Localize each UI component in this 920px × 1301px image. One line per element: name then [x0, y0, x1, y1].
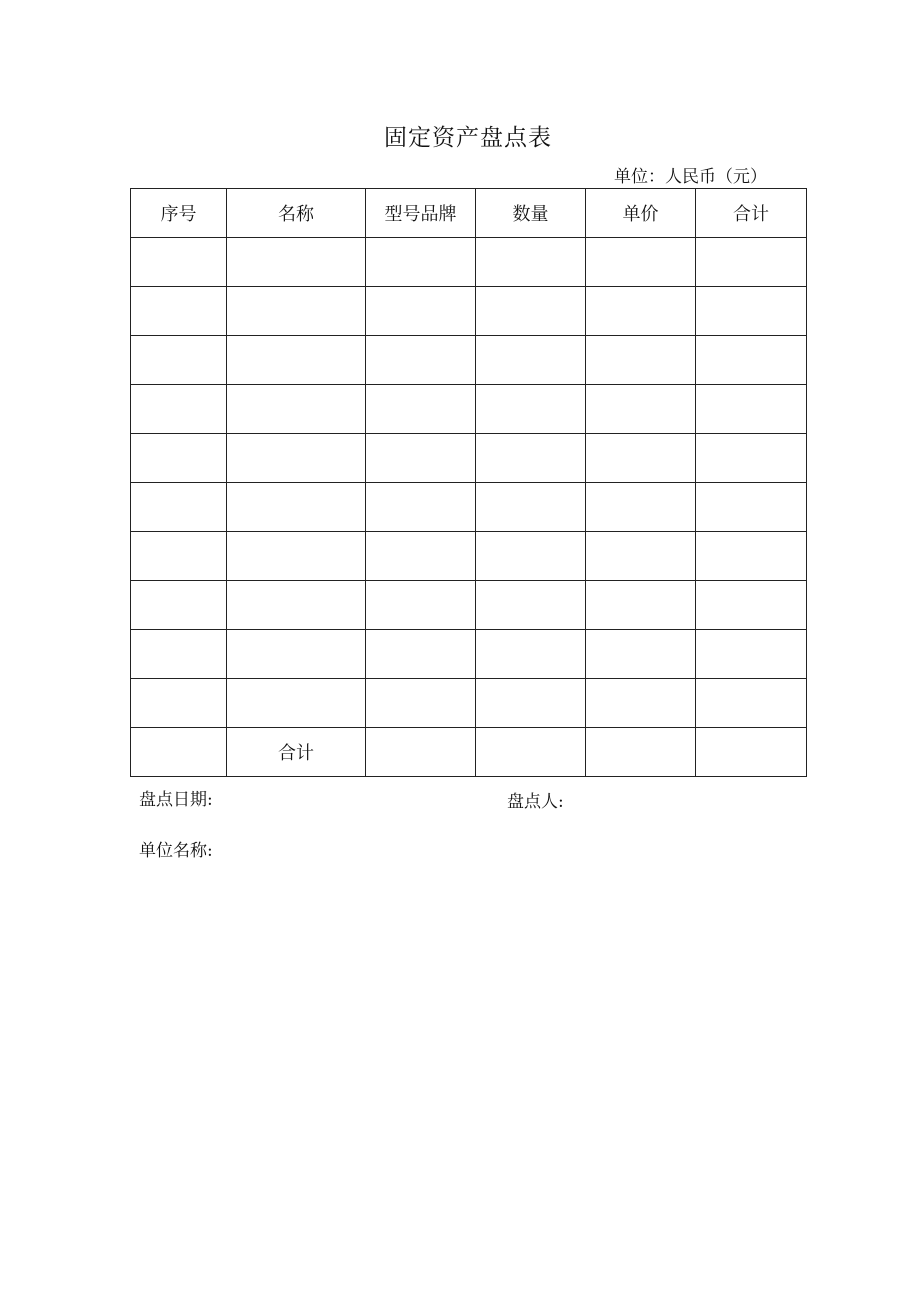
total-cell[interactable] [696, 336, 807, 385]
table-row [131, 287, 807, 336]
header-name: 名称 [227, 189, 366, 238]
model-brand-cell[interactable] [366, 434, 476, 483]
quantity-cell[interactable] [476, 385, 586, 434]
unit-price-cell[interactable] [586, 238, 696, 287]
model-brand-cell[interactable] [366, 581, 476, 630]
model-brand-cell[interactable] [366, 336, 476, 385]
name-cell[interactable] [227, 336, 366, 385]
unit-price-cell[interactable] [586, 385, 696, 434]
header-quantity: 数量 [476, 189, 586, 238]
total-cell[interactable] [696, 679, 807, 728]
name-cell[interactable] [227, 238, 366, 287]
model-brand-cell[interactable] [366, 483, 476, 532]
model-brand-cell[interactable] [366, 287, 476, 336]
name-cell[interactable] [227, 532, 366, 581]
organization-name-label: 单位名称: [139, 841, 213, 861]
table-header-row [131, 189, 807, 238]
total-row-unit-price-cell[interactable] [586, 728, 696, 777]
total-row-serial-cell[interactable] [131, 728, 227, 777]
quantity-cell[interactable] [476, 336, 586, 385]
quantity-cell[interactable] [476, 287, 586, 336]
quantity-cell[interactable] [476, 238, 586, 287]
table-row [131, 679, 807, 728]
model-brand-cell[interactable] [366, 630, 476, 679]
table-row [131, 483, 807, 532]
serial-cell[interactable] [131, 238, 227, 287]
table-row [131, 434, 807, 483]
model-brand-cell[interactable] [366, 679, 476, 728]
quantity-cell[interactable] [476, 434, 586, 483]
total-row-total-cell[interactable] [696, 728, 807, 777]
quantity-cell[interactable] [476, 532, 586, 581]
header-unit-price: 单价 [586, 189, 696, 238]
total-row-quantity-cell[interactable] [476, 728, 586, 777]
serial-cell[interactable] [131, 630, 227, 679]
name-cell[interactable] [227, 581, 366, 630]
header-total: 合计 [696, 189, 807, 238]
serial-cell[interactable] [131, 581, 227, 630]
unit-price-cell[interactable] [586, 630, 696, 679]
unit-price-cell[interactable] [586, 581, 696, 630]
serial-cell[interactable] [131, 336, 227, 385]
name-cell[interactable] [227, 483, 366, 532]
name-cell[interactable] [227, 287, 366, 336]
unit-price-cell[interactable] [586, 483, 696, 532]
serial-cell[interactable] [131, 679, 227, 728]
serial-cell[interactable] [131, 532, 227, 581]
unit-price-cell[interactable] [586, 336, 696, 385]
table-row [131, 336, 807, 385]
total-cell[interactable] [696, 630, 807, 679]
table-row [131, 581, 807, 630]
table-row [131, 238, 807, 287]
table-row [131, 630, 807, 679]
serial-cell[interactable] [131, 385, 227, 434]
quantity-cell[interactable] [476, 483, 586, 532]
table-body [131, 238, 807, 777]
unit-price-cell[interactable] [586, 287, 696, 336]
quantity-cell[interactable] [476, 630, 586, 679]
total-cell[interactable] [696, 287, 807, 336]
name-cell[interactable] [227, 630, 366, 679]
serial-cell[interactable] [131, 287, 227, 336]
quantity-cell[interactable] [476, 581, 586, 630]
model-brand-cell[interactable] [366, 238, 476, 287]
total-cell[interactable] [696, 581, 807, 630]
total-row-label: 合计 [227, 728, 366, 777]
counter-person-label: 盘点人: [507, 792, 564, 812]
total-cell[interactable] [696, 238, 807, 287]
model-brand-cell[interactable] [366, 532, 476, 581]
fixed-asset-table [130, 188, 807, 777]
total-cell[interactable] [696, 483, 807, 532]
table-row [131, 385, 807, 434]
header-model-brand: 型号品牌 [366, 189, 476, 238]
quantity-cell[interactable] [476, 679, 586, 728]
count-date-label: 盘点日期: [139, 790, 213, 810]
unit-price-cell[interactable] [586, 532, 696, 581]
currency-unit-note: 单位：人民币（元） [614, 167, 767, 187]
page-title: 固定资产盘点表 [384, 125, 552, 151]
header-serial-number: 序号 [131, 189, 227, 238]
total-cell[interactable] [696, 532, 807, 581]
total-row-model-cell[interactable] [366, 728, 476, 777]
total-cell[interactable] [696, 385, 807, 434]
unit-price-cell[interactable] [586, 434, 696, 483]
total-cell[interactable] [696, 434, 807, 483]
model-brand-cell[interactable] [366, 385, 476, 434]
name-cell[interactable] [227, 434, 366, 483]
table-row [131, 532, 807, 581]
name-cell[interactable] [227, 385, 366, 434]
serial-cell[interactable] [131, 483, 227, 532]
table-total-row [131, 728, 807, 777]
name-cell[interactable] [227, 679, 366, 728]
serial-cell[interactable] [131, 434, 227, 483]
unit-price-cell[interactable] [586, 679, 696, 728]
